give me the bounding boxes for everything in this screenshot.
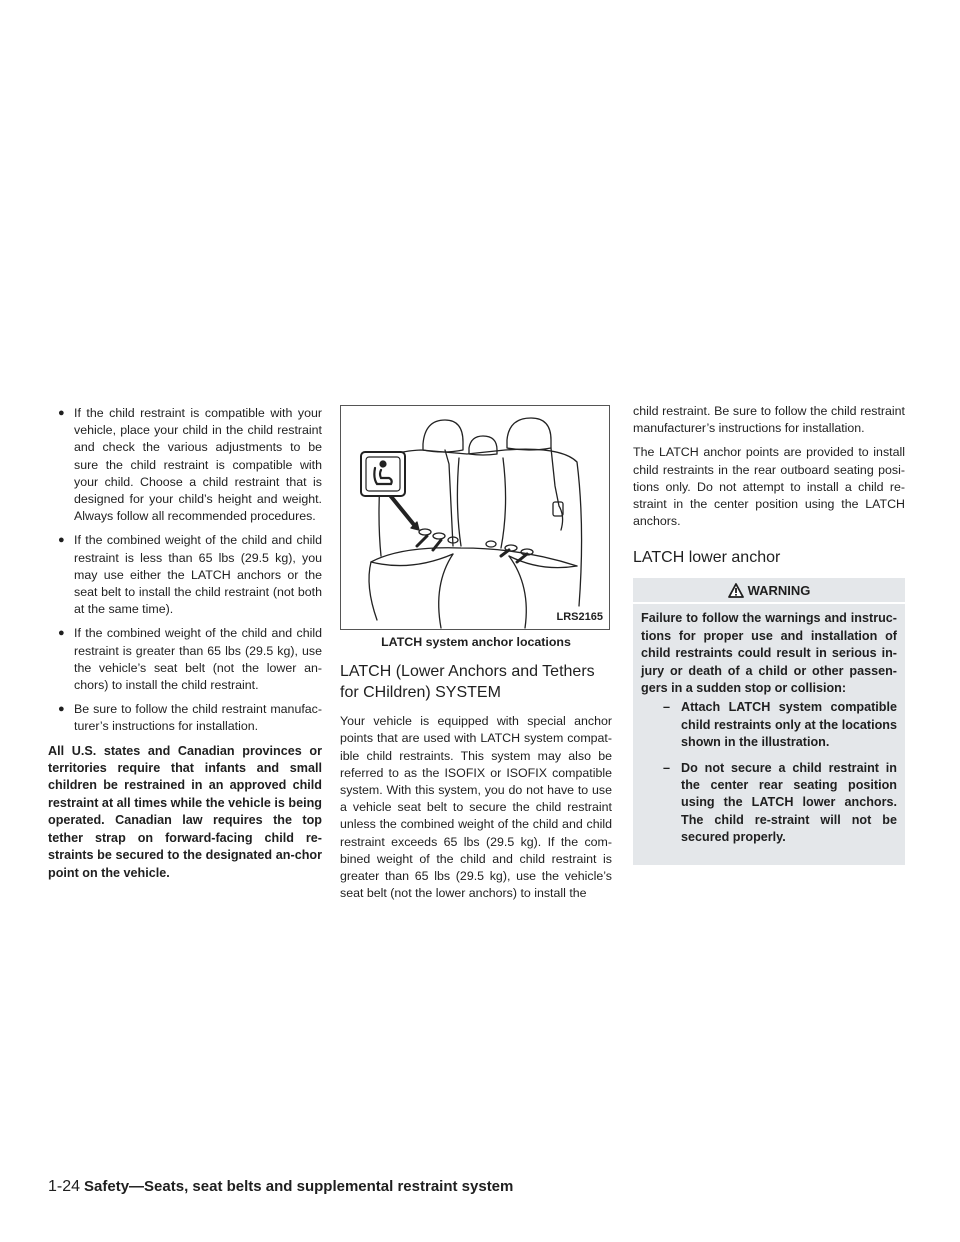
warning-item: – Do not secure a child restraint in the center rear seating position using the LATCH lower anchors. The child re-straint will not be secured properly. [663, 760, 897, 845]
warning-text: Failure to follow the warnings and instruc-tions for proper use and installation of child restraints could result in serious in-jury or death of a child or other passen-gers in a sudden stop or collision: [641, 611, 897, 696]
subsection-heading: LATCH lower anchor [633, 549, 781, 567]
chapter-title: Safety—Seats, seat belts and supplemental restraint system [84, 1178, 514, 1195]
warning-items [641, 699, 897, 846]
column-2 [340, 405, 612, 909]
warning-triangle-icon [728, 583, 744, 598]
page-number: 1-24 [48, 1178, 81, 1195]
bullet-dot: ● [58, 534, 65, 547]
bullet-item: ● Be sure to follow the child restraint manufac-turer’s instructions for installation. [58, 702, 322, 734]
rear-seat-drawing [341, 406, 609, 629]
latch-description-paragraph: Your vehicle is equipped with special anchor points that are used with LATCH system compat-ible child restraints. This system may also be referred to as the ISOFIX or ISOFIX compatible system. With this system, you do not have to use a vehicle seat belt to secure the child restraint unless the combined weight of the child and child restraint exceeds 65 lbs (29.5 kg). If the com-bined weight of the child and child restraint is greater than 65 lbs (29.5 kg), use the vehicle’s seat belt (not the lower anchors) to install the [340, 714, 612, 901]
outboard-positions-paragraph: The LATCH anchor points are provided to install child restraints in the rear outboard seating posi-tions only. Do not attempt to install a child re-straint in the center position using the LATCH anchors. [633, 445, 905, 529]
column-1 [48, 405, 322, 882]
column-3 [633, 403, 905, 865]
bullet-dot: ● [58, 627, 65, 640]
latch-anchor-illustration [340, 405, 610, 630]
warning-label: WARNING [747, 582, 811, 598]
paragraph-continued: child restraint. Be sure to follow the child restraint manufacturer’s instructions for installation. [633, 404, 905, 436]
figure-caption: LATCH system anchor locations [381, 635, 571, 649]
section-heading: LATCH (Lower Anchors and Tethers for CHildren) SYSTEM [340, 663, 595, 702]
legal-requirement-paragraph: All U.S. states and Canadian provinces or territories require that infants and small children be restrained in an approved child restraint at all times while the vehicle is being operated. Canadian law requires the top tether strap on forward-facing child re-straints be secured to the designated an-chor point on the vehicle. [48, 743, 322, 880]
page-footer [48, 1178, 513, 1196]
child-seat-icon [361, 452, 405, 496]
instruction-bullets [48, 405, 322, 736]
bullet-dot: ● [58, 407, 65, 419]
warning-header [633, 578, 905, 604]
figure-code: LRS2165 [556, 610, 603, 623]
warning-box [633, 578, 905, 864]
bullet-item: ● If the child restraint is compatible with your vehicle, place your child in the child restraint and check the various adjustments to be sure the child restraint is compatible with your child. Choose a child restraint that is designed for your child’s height and weight. Always follow all recommended procedures. [58, 406, 322, 524]
bullet-item: ● If the combined weight of the child and child restraint is greater than 65 lbs (29.5 kg), use the vehicle’s seat belt (not the lower an-chors) to install the child restraint. [58, 626, 322, 693]
bullet-item: ● If the combined weight of the child and child restraint is less than 65 lbs (29.5 kg), you may use either the LATCH anchors or the seat belt to install the child restraint (not both at the same time). [58, 533, 322, 617]
bullet-dot: ● [58, 703, 65, 716]
warning-item: – Attach LATCH system compatible child restraints only at the locations shown in the illustration. [663, 700, 897, 750]
